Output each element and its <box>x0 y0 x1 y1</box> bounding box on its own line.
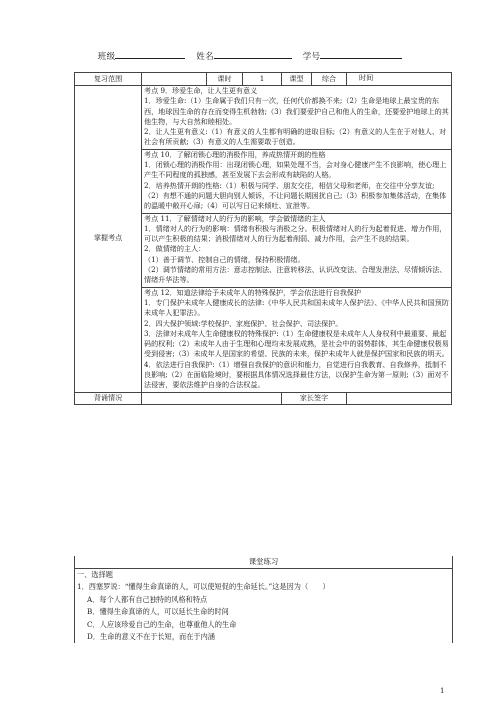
student-info-header <box>0 50 500 62</box>
point-paragraph: （1）善于调节、控制自己的情绪，保持积极情绪。 <box>144 254 305 264</box>
point-paragraph: 3．法律对未成年人生命健康权的特殊保护:（1）生命健康权是未成年人人身权利中最重要、最起码的权利;（2）未成年人由于生理和心理均未发展成熟，是社会中的弱势群体，其生命健康权极易受到侵害;（3）未成年人是国家的希望、民族的未来，保护未成年人就是保护国家和民族的明天。 <box>144 328 449 359</box>
point-11 <box>142 213 452 287</box>
lesson-type-value: 综合 <box>312 73 347 86</box>
option-b[interactable]: B．懂得生命真谛的人，可以延长生命的时间 <box>87 607 229 617</box>
time-cell[interactable] <box>347 73 452 86</box>
practice-title: 课堂练习 <box>75 556 452 569</box>
time-label: 时间 <box>359 73 374 82</box>
point-paragraph: （2）调节情绪的常用方法：意志控制法、注意转移法、认识改变法、合理发泄法、尽情倾诉法、情绪升华法等。 <box>144 265 447 285</box>
point-paragraph: 2．做情绪的主人： <box>144 244 206 254</box>
point-title: 考点 9．珍爱生命，让人生更有意义 <box>144 86 258 95</box>
point-9 <box>142 86 452 150</box>
section-heading: 一、选择题 <box>77 570 113 579</box>
name-blank[interactable] <box>214 50 292 59</box>
review-table <box>74 72 452 405</box>
recite-value[interactable] <box>142 392 282 404</box>
lesson-hours-value: 1 <box>243 73 282 86</box>
point-paragraph: 4．依法进行自我保护:（1）增强自我保护的意识和能力，自觉进行自我教育、自我修养，抵制不良影响;（2）在面临险境时，要根据具体情况选择最佳方法，以保护生命为第一原则;（3）面对不法侵害，要依法维护自身的合法权益。 <box>144 359 449 390</box>
student-number-blank[interactable] <box>320 50 402 59</box>
point-paragraph: 2．四大保护领域:学校保护、家庭保护、社会保护、司法保护。 <box>144 318 343 328</box>
review-scope-value[interactable] <box>142 73 207 86</box>
point-title: 考点 10．了解闭锁心理的消极作用，养成热情开朗的性格 <box>144 149 326 159</box>
mastery-label: 掌握考点 <box>75 86 142 393</box>
point-paragraph: 1．专门保护未成年人健康成长的法律:《中华人民共和国未成年人保护法》、《中华人民共和国预防未成年人犯罪法》。 <box>144 297 449 318</box>
point-paragraph: 1．情绪对人的行为的影响：情绪有积极与消极之分。积极情绪对人的行为起着促进、增力作用，可以产生积极的结果；消极情绪对人的行为起着削弱、减力作用，会产生不良的结果。 <box>144 223 447 244</box>
point-12 <box>142 287 452 392</box>
name-label: 姓名 <box>196 52 214 62</box>
point-10 <box>142 149 452 213</box>
question-1: 1．西塞罗说：“懂得生命真谛的人，可以使短促的生命延长。”这是因为（ ） <box>77 582 330 592</box>
page-number: 1 <box>440 687 445 695</box>
parent-sign-label: 家长签字 <box>282 392 347 404</box>
point-title: 考点 12．知道法律给予未成年人的特殊保护，学会依法进行自我保护 <box>144 287 361 297</box>
point-title: 考点 11．了解情绪对人的行为的影响，学会做情绪的主人 <box>144 213 326 223</box>
lesson-type-label: 课型 <box>282 73 312 86</box>
option-d[interactable]: D．生命的意义不在于长短，而在于内涵 <box>87 632 215 642</box>
recite-label: 背诵情况 <box>75 392 142 404</box>
point-paragraph: 2．培养热情开朗的性格:（1）积极与同学、朋友交往，相信父母和老师，在交往中分享友谊;（2）有想不通的问题大胆向别人倾诉，不让问题长期困扰自己;（3）积极参加集体活动，在集体的温暖中敞开心扉;（4）可以写日记来倾吐、宣泄等。 <box>144 180 447 211</box>
student-number-label: 学号 <box>302 52 321 62</box>
class-blank[interactable] <box>115 50 185 59</box>
class-label: 班级 <box>97 52 116 62</box>
point-paragraph: 2．让人生更有意义:（1）有意义的人生都有明确的进取目标;（2）有意义的人生在于对他人、对社会有所贡献;（3）有意义的人生需要敢于创造。 <box>144 127 447 147</box>
option-a[interactable]: A．每个人都有自己独特的风格和特点 <box>87 594 208 604</box>
point-paragraph: 1．闭锁心理的消极作用：出现闭锁心理，如果处理不当，会对身心健康产生不良影响，使心理上产生不同程度的孤独感，甚至发展下去会形成有缺陷的人格。 <box>144 160 447 180</box>
parent-sign-value[interactable] <box>347 392 452 404</box>
review-scope-label: 复习范围 <box>75 73 142 86</box>
lesson-hours-label: 课时 <box>207 73 243 86</box>
option-c[interactable]: C．人应该珍爱自己的生命，也尊重他人的生命 <box>87 619 237 629</box>
point-paragraph: 1．珍爱生命:（1）生命属于我们只有一次，任何代价都换不来;（2）生命是地球上最宝贵的东西，地球因生命的存在而变得生机勃勃;（3）我们要爱护自己和他人的生命，还要爱护地球上的其他生物，与大自然和睦相处。 <box>144 96 449 126</box>
class-practice-section <box>74 556 453 643</box>
